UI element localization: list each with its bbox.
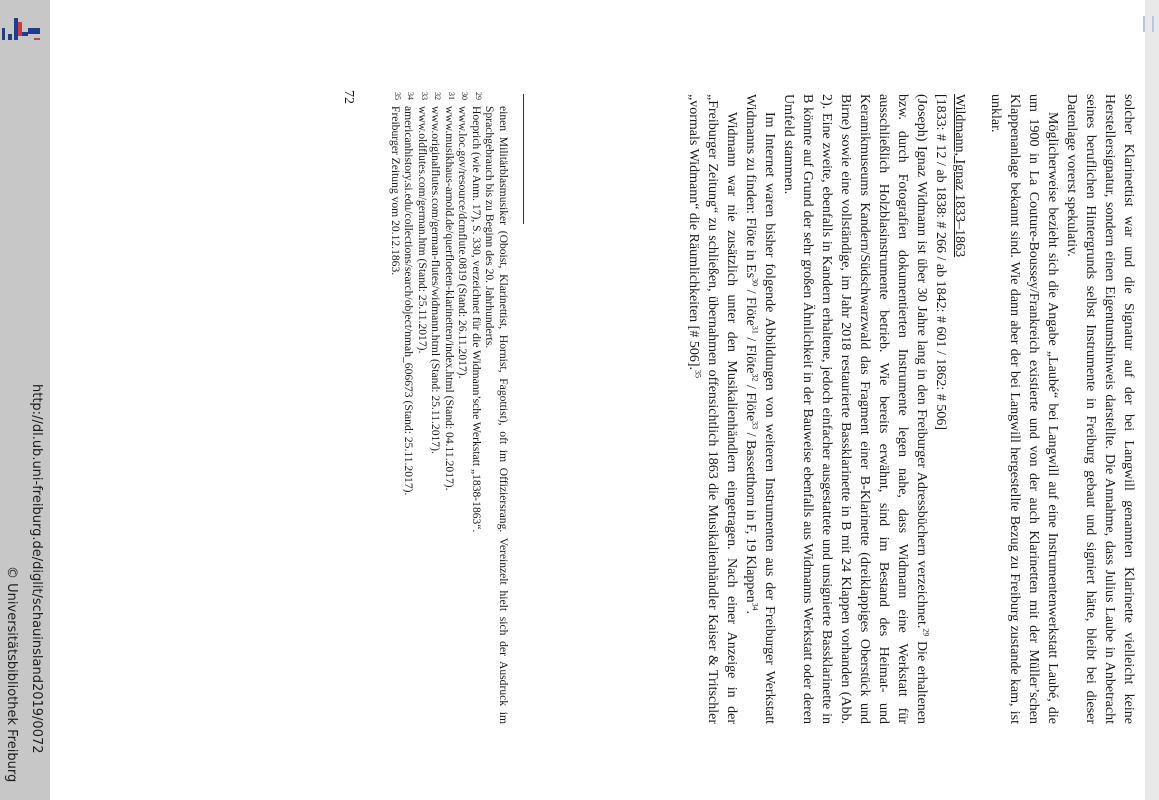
maker-entry-heading <box>950 94 969 724</box>
footnote <box>402 94 416 724</box>
copyright-notice: © Universitätsbibliothek Freiburg <box>4 566 19 783</box>
footnotes-block <box>389 94 511 724</box>
footnote <box>429 94 443 724</box>
footnote-text: Hoeprich (wie Anm. 17), S. 330, verzeichnet für die Widmann’sche Werkstatt „1838-1863“. <box>470 106 483 533</box>
paragraph-text: / Flöte <box>743 333 758 374</box>
footnote-text: einen Militärblasmusiker (Oboist, Klarinettist, Hornist, Fagottist), oft im Offiziersrang. Vereinzelt hielt sich der Ausdruck im Sprachgebrauch bis zu Beginn des 20. Jahrhunderts. <box>483 106 510 724</box>
viewer-sidebar <box>0 0 50 800</box>
footnote-text: Freiburger Zeitung vom 20.12.1863. <box>389 106 402 276</box>
maker-name: Wildmann, Ignaz 1833–1863 <box>952 94 967 258</box>
body-paragraph: Möglicherweise bezieht sich die Angabe „Laubé“ bei Langwill auf eine Instrumentenwerkstatt Laubé, die um 1900 in La Couture-Boussey/Frankreich existierte und von der auch Klarinetten mit der Müller’schen Klappenanlage bekannt sind. Wie dann aber der bei Langwill hergestellte Bezug zu Freiburg zustande kam, ist unklar. <box>988 94 1060 724</box>
paragraph-text: / Bassetthorn in F, 19 Klappen <box>743 429 758 603</box>
footnote-ref: 34 <box>750 602 760 611</box>
page-number: 72 <box>341 90 356 104</box>
ub-freiburg-logo-icon[interactable] <box>0 8 44 52</box>
body-paragraph <box>779 94 931 724</box>
paragraph-text: / Flöte <box>743 286 758 326</box>
footnote <box>443 94 457 724</box>
document-url[interactable]: http://dl.ub.uni-freiburg.de/diglit/schauinsland2019/0072 <box>29 384 44 754</box>
maker-entry-dates: [1833: # 12 / ab 1838: # 266 / ab 1842: # 601 / 1862: # 506] <box>933 94 948 430</box>
footnote <box>389 94 403 724</box>
footnote-divider <box>523 94 524 224</box>
footnote-number: 33 <box>420 92 429 100</box>
footnote-number: 32 <box>433 92 443 100</box>
footnote-number: 29 <box>474 92 483 100</box>
footnote-number: 34 <box>406 92 416 100</box>
footnote-ref: 30 <box>750 278 760 287</box>
paragraph-text: (Joseph) Ignaz Widmann ist über 30 Jahre lang in den Freiburger Adressbüchern verzeichnet. <box>914 94 929 629</box>
paragraph-text: / Flöte <box>743 381 758 422</box>
footnote <box>456 94 470 724</box>
paragraph-text: Widmann war nie zusätzlich unter den Musikalienhändlern eingetragen. Nach einer Anzeige in der „Freiburger Zeitung“ zu schließen, übernahmen offensichtlich 1863 die Musikalienhändler Kaiser & Tritschler „vormals Widmann“ die Räumlichkeiten [# 506]. <box>686 94 739 724</box>
footnote <box>483 94 510 724</box>
footnote-ref: 33 <box>750 421 760 430</box>
footnote-text: americanhistory.si.edu/collections/search/object/nmah_606673 (Stand: 25.11.2017). <box>402 106 416 496</box>
paragraph-text: Im Internet waren bisher folgende Abbildungen von weiteren Instrumenten aus der Freiburger Werkstatt Widmanns zu finden: Flöte in Es <box>743 94 777 724</box>
body-paragraph <box>684 94 741 724</box>
footnote-ref: 29 <box>921 628 931 637</box>
footnote-number: 35 <box>393 92 402 100</box>
footnote-ref: 35 <box>693 370 703 378</box>
body-paragraph: solcher Klarinettist war und die Signatur auf der bei Langwill genannten Klarinette vielleicht keine Herstellersignatur, sondern einen Eigentumshinweis darstellte. Die Annahme, dass Julius Laube in Anbetracht seines beruflichen Hintergrunds selbst Instrumente in Freiburg gebaut und signiert hätte, bleibt bei dieser Datenlage vorerst spekulativ. <box>1064 94 1136 724</box>
paragraph-text: Die erhaltenen bzw. durch Fotografien dokumentierten Instrumente legen nahe, dass Widmann eine Werkstatt für ausschließlich Holzblasinstrumente betrieb. Wie bereits erwähnt, sind im Bestand des Heimat- und Keramikmuseums Kandern/Südschwarzwald das Fragment einer B-Klarinette (dreiklappiges Oberstück und Birne) sowie eine vollständige, im Jahr 2018 restaurierte Bassklarinette in B mit 24 Klappen vorhanden (Abb. 2). Eine zweite, ebenfalls in Kandern erhaltene, jedoch einfacher ausgestattete und unsignierte Bassklarinette in B könnte auf Grund der sehr großen Ähnlichkeit in der Bauweise ebenfalls aus Widmanns Werkstatt oder deren Umfeld stammen. <box>781 94 929 724</box>
footnote <box>416 94 430 724</box>
footnote-text: www.originalflutes.com/german-flutes/widmann.html (Stand: 25.11.2017). <box>429 106 443 454</box>
footnote-number: 31 <box>447 92 456 100</box>
footnote-text: www.musikhaus-arnold.de/querfloeten-klarinetten/index.html (Stand: 04.11.2017). <box>443 106 456 491</box>
footnote <box>470 94 484 724</box>
scan-edge-mark <box>1143 16 1154 32</box>
scanned-page <box>138 90 1138 724</box>
footnote-text: www.oldflutes.com/german.htm (Stand: 25.11.2017). <box>416 106 429 354</box>
paragraph-text: . <box>743 610 758 615</box>
body-paragraph <box>741 94 779 724</box>
footnote-text: www.loc.gov/resource/dcmflute.0819 (Stand: 26.11.2017). <box>456 106 470 379</box>
footnote-number: 30 <box>460 92 470 100</box>
footnote-ref: 32 <box>750 373 760 382</box>
footnote-ref: 31 <box>750 325 760 334</box>
page-edge-strip <box>1145 0 1159 800</box>
